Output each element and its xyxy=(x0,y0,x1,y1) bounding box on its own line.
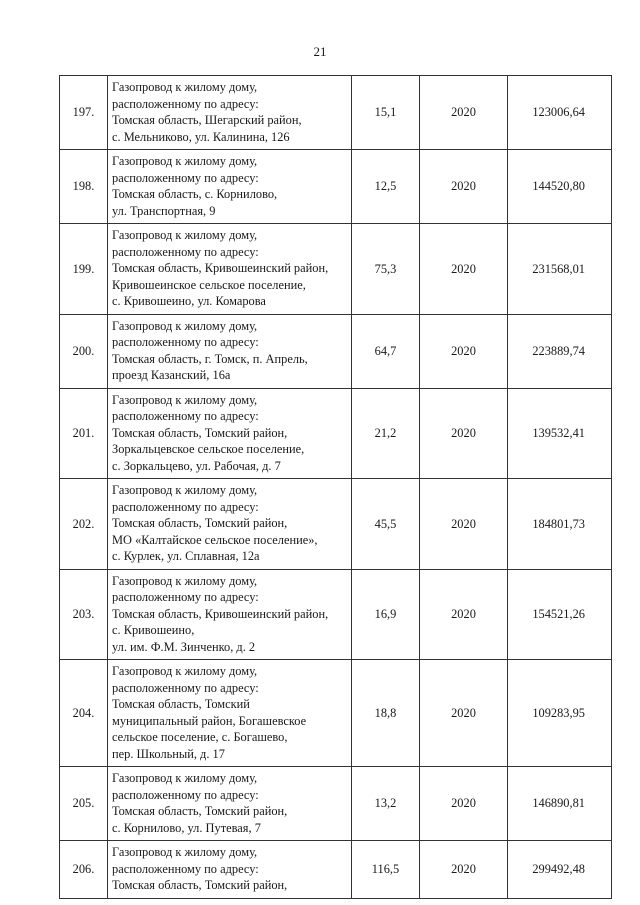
object-description xyxy=(108,479,352,570)
description-line: расположенному по адресу: xyxy=(112,590,259,604)
description-line: расположенному по адресу: xyxy=(112,96,259,111)
pipeline-length: 75,3 xyxy=(352,224,420,315)
object-description xyxy=(108,224,352,315)
description-line: Томская область, Томский район, xyxy=(112,878,288,892)
description-line: Томская область, Томский xyxy=(112,697,250,711)
commission-year: 2020 xyxy=(420,767,508,841)
pipeline-length: 15,1 xyxy=(352,76,420,150)
description-line: с. Зоркальцево, ул. Рабочая, д. 7 xyxy=(112,458,281,473)
object-description xyxy=(108,388,352,479)
commission-year: 2020 xyxy=(420,150,508,224)
cost-value: 184801,73 xyxy=(508,479,612,570)
row-number: 199. xyxy=(60,224,108,315)
table-row xyxy=(60,224,612,315)
description-line: пер. Школьный, д. 17 xyxy=(112,746,225,761)
commission-year: 2020 xyxy=(420,314,508,388)
commission-year: 2020 xyxy=(420,660,508,767)
cost-value: 223889,74 xyxy=(508,314,612,388)
object-description xyxy=(108,569,352,660)
description-line: Газопровод к жилому дому, xyxy=(112,80,258,94)
description-line: расположенному по адресу: xyxy=(112,787,259,802)
description-line: сельское поселение, с. Богашево, xyxy=(112,730,288,744)
description-line: муниципальный район, Богашевское xyxy=(112,713,307,728)
description-line: Газопровод к жилому дому, xyxy=(112,228,258,242)
description-line: Кривошеинское сельское поселение, xyxy=(112,277,306,292)
description-line: Газопровод к жилому дому, xyxy=(112,771,258,785)
description-line: с. Мельниково, ул. Калинина, 126 xyxy=(112,129,290,144)
table-row xyxy=(60,76,612,150)
cost-value: 146890,81 xyxy=(508,767,612,841)
description-line: Зоркальцевское сельское поселение, xyxy=(112,442,305,456)
description-line: Томская область, Шегарский район, xyxy=(112,113,302,127)
commission-year: 2020 xyxy=(420,76,508,150)
pipeline-length: 18,8 xyxy=(352,660,420,767)
description-line: Томская область, Кривошеинский район, xyxy=(112,606,329,621)
object-description xyxy=(108,767,352,841)
description-line: МО «Калтайское сельское поселение», xyxy=(112,532,318,547)
description-line: расположенному по адресу: xyxy=(112,335,259,349)
table-row xyxy=(60,767,612,841)
description-line: Томская область, с. Корнилово, xyxy=(112,187,278,201)
pipeline-length: 12,5 xyxy=(352,150,420,224)
table-row xyxy=(60,150,612,224)
row-number: 202. xyxy=(60,479,108,570)
cost-value: 123006,64 xyxy=(508,76,612,150)
page-number: 21 xyxy=(313,44,327,59)
table-row xyxy=(60,314,612,388)
object-description xyxy=(108,314,352,388)
cost-value: 109283,95 xyxy=(508,660,612,767)
cost-value: 154521,26 xyxy=(508,569,612,660)
object-description xyxy=(108,660,352,767)
cost-value: 231568,01 xyxy=(508,224,612,315)
description-line: Томская область, г. Томск, п. Апрель, xyxy=(112,351,308,366)
pipeline-length: 13,2 xyxy=(352,767,420,841)
row-number: 198. xyxy=(60,150,108,224)
description-line: с. Корнилово, ул. Путевая, 7 xyxy=(112,820,261,835)
pipeline-length: 64,7 xyxy=(352,314,420,388)
description-line: расположенному по адресу: xyxy=(112,244,259,259)
description-line: с. Курлек, ул. Сплавная, 12а xyxy=(112,549,260,563)
description-line: Газопровод к жилому дому, xyxy=(112,154,258,168)
description-line: Газопровод к жилому дому, xyxy=(112,318,258,333)
table-row xyxy=(60,660,612,767)
description-line: расположенному по адресу: xyxy=(112,861,259,876)
object-description xyxy=(108,76,352,150)
commission-year: 2020 xyxy=(420,224,508,315)
description-line: Газопровод к жилому дому, xyxy=(112,664,258,678)
commission-year: 2020 xyxy=(420,841,508,899)
description-line: Томская область, Томский район, xyxy=(112,516,288,530)
description-line: расположенному по адресу: xyxy=(112,409,259,423)
table-row xyxy=(60,479,612,570)
table-row xyxy=(60,388,612,479)
row-number: 197. xyxy=(60,76,108,150)
description-line: Газопровод к жилому дому, xyxy=(112,845,258,859)
row-number: 200. xyxy=(60,314,108,388)
cost-value: 139532,41 xyxy=(508,388,612,479)
gas-pipeline-table xyxy=(59,75,612,899)
row-number: 203. xyxy=(60,569,108,660)
description-line: с. Кривошеино, xyxy=(112,623,195,637)
description-line: ул. Транспортная, 9 xyxy=(112,203,216,218)
commission-year: 2020 xyxy=(420,569,508,660)
description-line: с. Кривошеино, ул. Комарова xyxy=(112,294,266,308)
commission-year: 2020 xyxy=(420,388,508,479)
table-row xyxy=(60,841,612,899)
pipeline-length: 45,5 xyxy=(352,479,420,570)
description-line: Томская область, Томский район, xyxy=(112,804,288,818)
commission-year: 2020 xyxy=(420,479,508,570)
description-line: Томская область, Кривошеинский район, xyxy=(112,261,329,275)
description-line: Газопровод к жилому дому, xyxy=(112,573,258,588)
cost-value: 144520,80 xyxy=(508,150,612,224)
description-line: проезд Казанский, 16а xyxy=(112,368,231,382)
cost-value: 299492,48 xyxy=(508,841,612,899)
row-number: 205. xyxy=(60,767,108,841)
row-number: 206. xyxy=(60,841,108,899)
description-line: Газопровод к жилому дому, xyxy=(112,392,258,407)
row-number: 201. xyxy=(60,388,108,479)
row-number: 204. xyxy=(60,660,108,767)
table-row xyxy=(60,569,612,660)
description-line: расположенному по адресу: xyxy=(112,680,259,695)
description-line: ул. им. Ф.М. Зинченко, д. 2 xyxy=(112,639,256,654)
description-line: Томская область, Томский район, xyxy=(112,425,288,440)
description-line: Газопровод к жилому дому, xyxy=(112,483,258,497)
description-line: расположенному по адресу: xyxy=(112,170,259,185)
description-line: расположенному по адресу: xyxy=(112,499,259,514)
pipeline-length: 21,2 xyxy=(352,388,420,479)
pipeline-length: 116,5 xyxy=(352,841,420,899)
object-description xyxy=(108,841,352,899)
object-description xyxy=(108,150,352,224)
pipeline-length: 16,9 xyxy=(352,569,420,660)
table-body xyxy=(60,76,612,899)
